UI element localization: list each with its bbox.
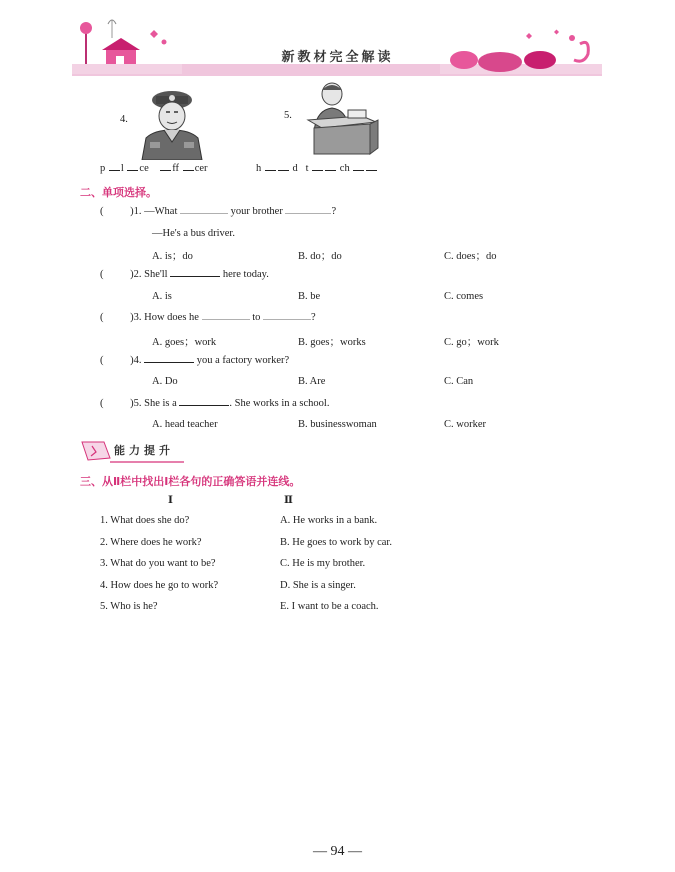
question-1 [100,206,336,217]
question-text: ? [311,312,316,323]
question-number: 5. [133,398,142,409]
word-part: p [100,163,106,174]
match-left-item[interactable]: 5. Who is he? [100,601,158,612]
option-b: B. be [298,291,321,302]
answer-paren-open[interactable]: ( [100,269,104,280]
option-c: C. worker [444,419,486,430]
word-part: d [292,163,298,174]
header-flower-decoration-right [440,24,602,76]
option-c: C. does；do [444,251,497,262]
option-b: B. goes；works [298,337,366,348]
letter-blank[interactable] [278,169,289,171]
answer-blank[interactable] [170,275,220,277]
answer-paren-open[interactable]: ( [100,398,104,409]
option-a: A. is；do [152,251,193,262]
match-left-item[interactable]: 4. How does he go to work? [100,580,219,591]
section-2-heading: 二、单项选择。 [80,186,157,199]
option-a: A. head teacher [152,419,218,430]
header-title: 新教材完全解读 [281,50,394,65]
businessman-at-desk-illustration [300,76,380,156]
question-text: your brother [230,206,283,217]
answer-blank[interactable] [144,361,194,363]
question-text: . She works in a school. [229,398,330,409]
question-number: 1. [133,206,142,217]
question-text: How does he [144,312,199,323]
question-text: She'll [144,269,168,280]
answer-paren-close: ) [130,398,134,409]
word-part: ff [172,163,180,174]
answer-paren-close: ) [130,269,134,280]
match-right-item[interactable]: D. She is a singer. [280,580,356,591]
question-number: 3. [133,312,142,323]
match-right-item[interactable]: A. He works in a bank. [280,515,378,526]
column-2-heading: Ⅱ [284,495,293,506]
letter-blank[interactable] [353,169,364,171]
section-3-heading: 三、从Ⅱ栏中找出Ⅰ栏各句的正确答语并连线。 [80,475,301,488]
answer-paren-open[interactable]: ( [100,355,104,366]
question-4 [100,355,289,366]
option-c: C. go；work [444,337,499,348]
option-b: B. do；do [298,251,342,262]
header-house-decoration-left [72,12,182,76]
question-text: She is a [144,398,177,409]
answer-blank[interactable] [263,318,311,320]
word-part: ch [339,163,350,174]
question-2 [100,269,269,280]
picture-5-spelling [256,163,378,174]
answer-paren-close: ) [130,206,134,217]
answer-paren-open[interactable]: ( [100,206,104,217]
question-number: 4. [133,355,142,366]
option-a: A. Do [152,376,178,387]
word-part: ce [139,163,149,174]
option-a: A. goes；work [152,337,217,348]
answer-blank[interactable] [179,404,229,406]
letter-blank[interactable] [312,169,323,171]
answer-blank[interactable] [285,212,331,214]
answer-paren-close: ) [130,355,134,366]
match-right-item[interactable]: B. He goes to work by car. [280,537,392,548]
question-text: to [252,312,261,323]
option-a: A. is [152,291,172,302]
letter-blank[interactable] [265,169,276,171]
option-c: C. Can [444,376,474,387]
match-left-item[interactable]: 2. Where does he work? [100,537,202,548]
picture-4-spelling [100,163,208,174]
answer-paren-close: ) [130,312,134,323]
option-b: B. businesswoman [298,419,377,430]
question-text: ? [331,206,337,217]
match-right-item[interactable]: C. He is my brother. [280,558,366,569]
question-text: you a factory worker? [196,355,290,366]
word-part: h [256,163,262,174]
question-number: 2. [133,269,142,280]
question-1-response: —He's a bus driver. [152,228,235,239]
column-1-heading: Ⅰ [168,495,173,506]
answer-paren-open[interactable]: ( [100,312,104,323]
ability-badge-label: 能力提升 [114,444,174,457]
picture-4-number: 4. [120,114,128,125]
word-part: cer [194,163,208,174]
word-part: l [120,163,124,174]
picture-5-number: 5. [284,110,292,121]
police-officer-illustration [134,82,210,160]
word-part: t [305,163,309,174]
page-number: — 94 — [313,844,362,859]
question-text: —What [144,206,178,217]
match-right-item[interactable]: E. I want to be a coach. [280,601,379,612]
match-left-item[interactable]: 1. What does she do? [100,515,190,526]
question-text: here today. [222,269,269,280]
option-c: C. comes [444,291,484,302]
option-b: B. Are [298,376,326,387]
match-left-item[interactable]: 3. What do you want to be? [100,558,216,569]
answer-blank[interactable] [180,212,228,214]
letter-blank[interactable] [325,169,336,171]
letter-blank[interactable] [160,169,171,171]
question-5 [100,398,329,409]
letter-blank[interactable] [183,169,194,171]
letter-blank[interactable] [127,169,138,171]
letter-blank[interactable] [109,169,120,171]
answer-blank[interactable] [202,318,250,320]
letter-blank[interactable] [366,169,377,171]
question-3 [100,312,316,323]
